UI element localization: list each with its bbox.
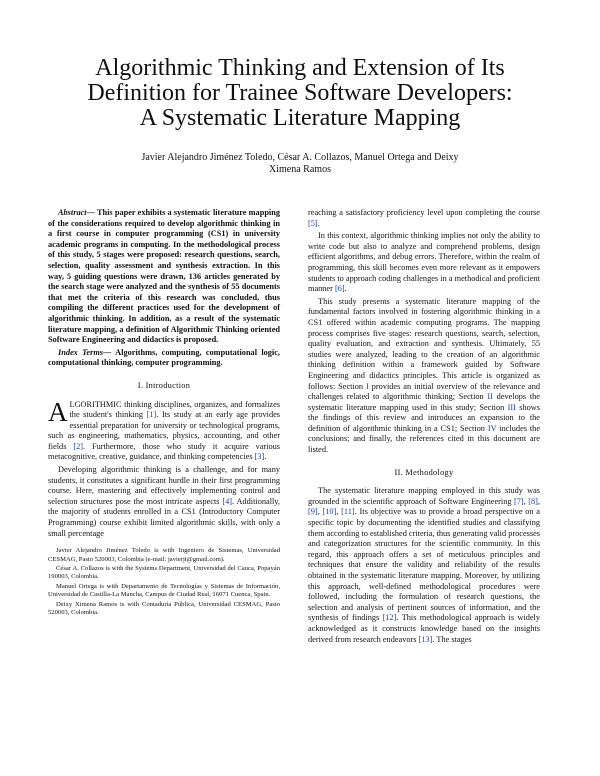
abstract	[48, 208, 280, 346]
footnote: Deixy Ximena Ramos is with Contaduría Pública, Universidad CESMAG, Pasto 520003, Colombia.	[48, 600, 280, 617]
citation-link[interactable]: [8]	[528, 496, 538, 506]
intro-p1-text-d: .	[264, 452, 267, 462]
meth-p1-text-d: . The stages	[432, 634, 472, 644]
footnote: Javier Alejandro Jiménez Toledo is with Ingeniero de Sistemas, Universidad CESMAG, Pasto 520003, Colombia (e-mail: javierjt@gmail.com).	[48, 547, 280, 563]
abstract-label: Abstract—	[58, 208, 95, 217]
intro-paragraph-4	[308, 231, 540, 295]
separator: ,	[537, 496, 540, 506]
citation-link[interactable]: [4]	[222, 496, 233, 506]
intro-p4-text-a: In this context, algorithmic thinking implies not only the ability to write code but also to analyze and comprehend problems, design efficient algorithms, and debug errors. Therefore, within the realm of programming, this skill becomes even more relevant as it empowers students to approach coding challenges in a methodical and proficient manner	[308, 231, 540, 294]
intro-p1-text-c: . Furthermore, those who study it acquire various metacognitive, creative, guidance, and thinking competencies	[48, 441, 280, 462]
citation-link[interactable]: [7]	[513, 496, 524, 506]
separator: ,	[336, 507, 342, 517]
drop-cap: A	[48, 396, 68, 427]
authors-line-1: Javier Alejandro Jiménez Toledo, César A. Collazos, Manuel Ortega and Deixy	[141, 152, 459, 163]
intro-p2-text-a: Developing algorithmic thinking is a challenge, and for many students, it constitutes a significant hurdle in their first programming course. Here, mastering and effectively implementing control and selection structures pose the most intricate aspects	[48, 465, 280, 506]
meth-p1-text-a: The systematic literature mapping employed in this study was grounded in the scientific approach of Software Engineering	[308, 486, 540, 506]
index-terms	[48, 348, 280, 369]
intro-paragraph-1	[48, 396, 280, 464]
author-list	[90, 152, 510, 176]
citation-link[interactable]: [1]	[146, 410, 157, 420]
section-link[interactable]: II	[487, 392, 493, 402]
separator: ,	[317, 507, 323, 517]
index-terms-label: Index Terms—	[58, 347, 112, 357]
title-line-1: Algorithmic Thinking and Extension of Its	[95, 55, 505, 81]
citation-link[interactable]: [10]	[322, 507, 337, 517]
intro-p3-text-a: reaching a satisfactory proficiency level upon completing the course	[308, 208, 540, 217]
intro-paragraph-5	[308, 297, 540, 456]
intro-p5-text-e: includes the conclusions; and finally, the references cited in this document are listed.	[308, 423, 541, 455]
index-terms-text: Algorithms, computing, computational logic, computational thinking, computer programming.	[48, 347, 280, 368]
citation-link[interactable]: [13]	[418, 634, 433, 644]
intro-p5-text-c: develops the systematic literature mapping used in this study; Section	[308, 392, 540, 412]
intro-p1-text-b: . Its study at an early age provides essential preparation for university or technological programs, such as engineering, mathematics, physics, accounting, and other fields	[48, 410, 280, 451]
intro-p5-text-b: provides an initial overview of the relevance and challenges related to algorithmic thinking; Section	[308, 381, 541, 402]
intro-paragraph-2	[48, 465, 280, 539]
left-column	[48, 208, 280, 618]
section-link[interactable]: III	[507, 402, 516, 412]
title-line-2: Definition for Trainee Software Developers:	[87, 80, 513, 106]
title-line-3: A Systematic Literature Mapping	[139, 105, 461, 131]
methodology-paragraph-1	[308, 486, 540, 645]
abstract-text: This paper exhibits a systematic literature mapping of the considerations required to develop algorithmic thinking in a first course in computer programming (CS1) in university academic programs in computing. In the methodological process of this study, 5 stages were proposed: research questions, search, selection, quality assessment and synthesis extraction. In this way, 5 guiding questions were drawn, 136 articles generated by the search stage were analyzed and the synthesis of 55 documents that met the criteria of this research was concluded, thus compiling the different practices used for the development of algorithmic thinking. In addition, as a result of the systematic literature mapping, a definition of Algorithmic Thinking oriented Software Engineering and didactics is proposed.	[48, 208, 280, 345]
intro-p5-text-a: This study presents a systematic literature mapping of the fundamental factors involved in fostering algorithmic thinking in a CS1 offered within academic computing programs. The mapping process comprises five stages: research questions, search, selection, quality evaluation, and extraction and synthesis. Ultimately, 55 studies were analyzed, leading to the creation of an algorithmic thinking definition within a framework guided by Software Engineering and didactics principles. This article is organized as follows: Section	[308, 296, 540, 391]
intro-p4-text-b: .	[344, 284, 347, 294]
section-link[interactable]: IV	[487, 423, 497, 433]
footnotes	[48, 547, 280, 617]
footnote: César A. Collazos is with the Systems Department, Universidad del Cauca, Popayán 190003, Colombia.	[48, 565, 280, 581]
footnote: Manuel Ortega is with Departamento de Tecnologías y Sistemas de Información, Universidad de Castilla-La Mancha, Campus de Ciudad Real, 16071 Cuenca, Spain.	[48, 582, 280, 599]
right-column	[308, 208, 540, 647]
citation-link[interactable]: [3]	[254, 452, 265, 462]
citation-link[interactable]: [2]	[73, 441, 83, 451]
separator: ,	[523, 496, 529, 506]
citation-link[interactable]: [6]	[334, 284, 345, 294]
section-heading-introduction: I. Introduction	[137, 380, 191, 390]
intro-p2-text-b: . Additionally, the majority of students enrolled in a CS1 (Introductory Computer Programming) course exhibit limited algorithmic skills, with only a small percentage	[48, 496, 280, 538]
intro-p5-text-d: shows the findings of this review and introduces an expansion to the definition of algorithmic thinking in a CS1; Section	[308, 402, 540, 433]
intro-paragraph-3	[308, 208, 540, 229]
meth-p1-text-c: . This methodological approach is widely acknowledged as it constructs knowledge based on the insights derived from research endeavors	[308, 613, 540, 644]
citation-link[interactable]: [11]	[341, 507, 355, 517]
citation-link[interactable]: [12]	[382, 613, 397, 623]
intro-p3-text-b: .	[317, 218, 320, 228]
citation-link[interactable]: [5]	[308, 218, 318, 228]
meth-p1-text-b: . Its objective was to provide a broad perspective on a specific topic by documenting the identified studies and classifying them according to established criteria, thus generating valid processes and categorization structures for the scientific community. In this regard, this approach offers a set of meticulous principles and techniques that ensure the validity and reliability of the results obtained in the systematic literature mapping. Moreover, by utilizing this approach, well-defined methodological procedures were followed, including the formulation of research questions, the selection and analysis of pertinent sources of information, and the synthesis of findings	[308, 507, 541, 623]
citation-link[interactable]: [9]	[308, 507, 318, 517]
authors-line-2: Ximena Ramos	[269, 164, 331, 175]
section-heading-methodology: II. Methodology	[394, 467, 454, 477]
paper-title	[60, 56, 540, 131]
intro-p1-text-a: LGORITHMIC thinking disciplines, organizes, and formalizes the student's thinking	[69, 399, 280, 420]
section-link[interactable]: I	[366, 381, 369, 391]
